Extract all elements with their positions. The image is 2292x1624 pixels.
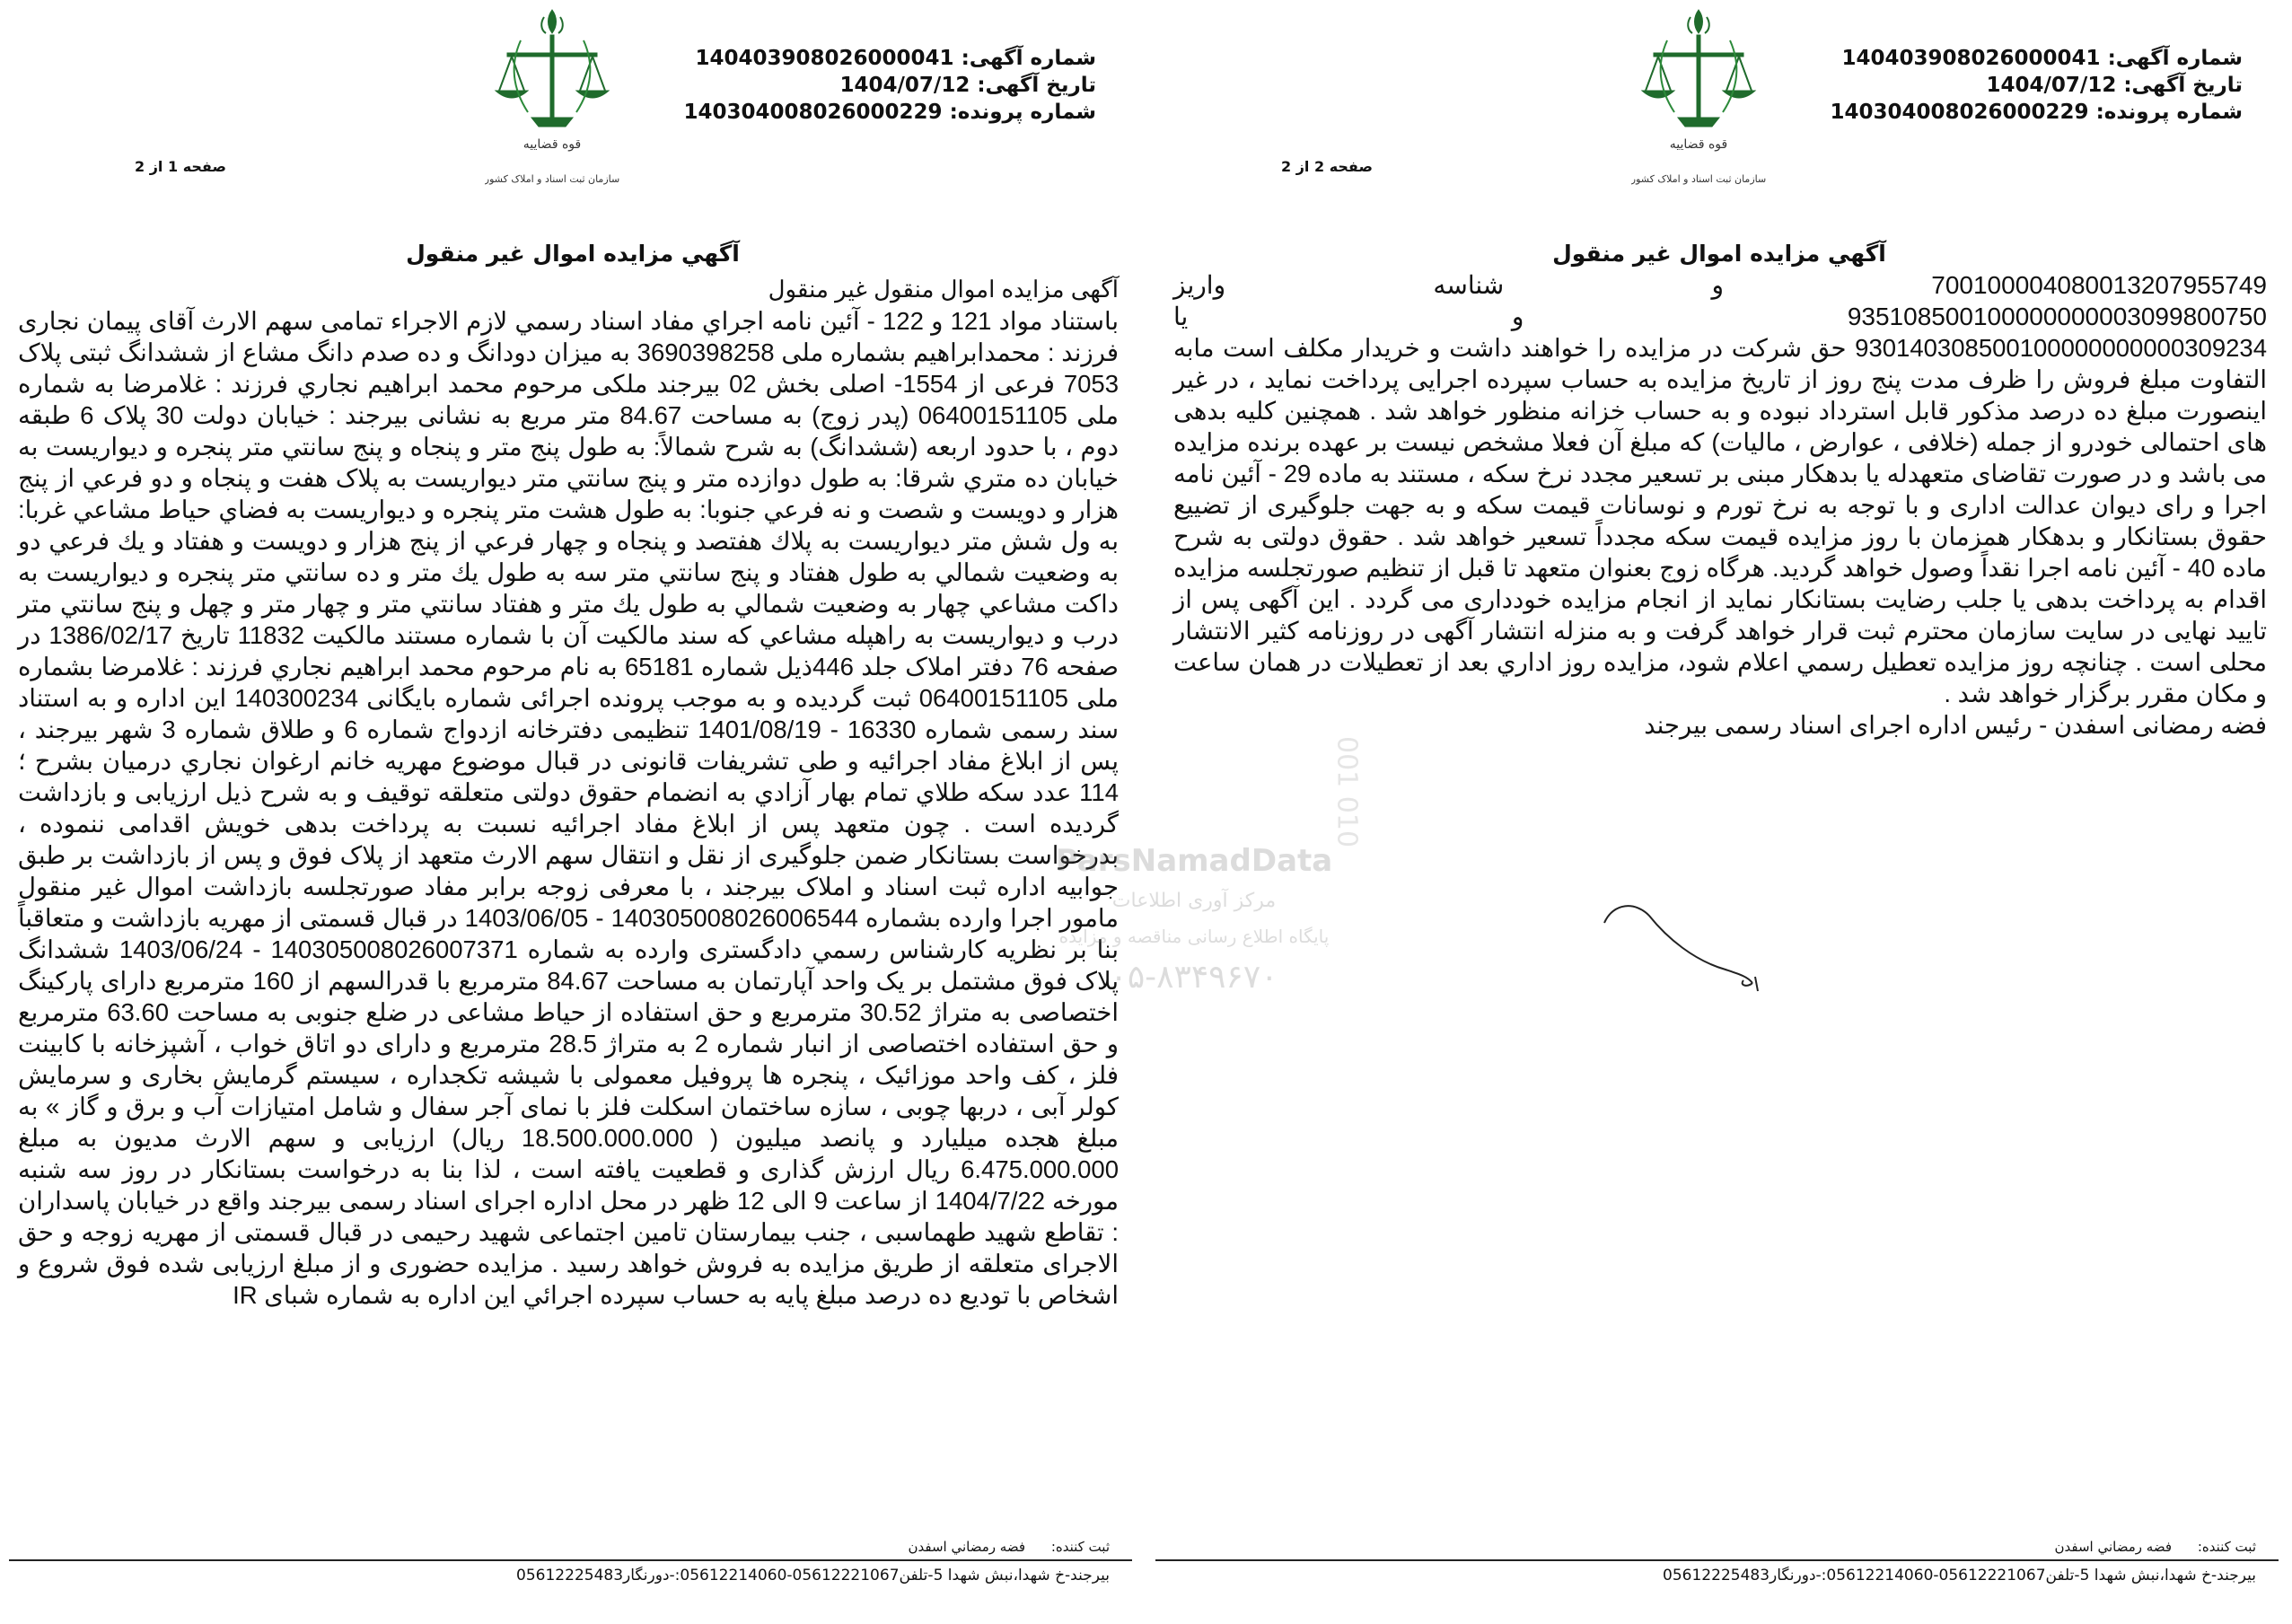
notice-body [18,274,1119,1311]
handwritten-signature [1595,898,1775,996]
notice-date-row [683,72,1096,99]
watermark-line1: مرکز آوری اطلاعات [1111,890,1277,912]
judiciary-emblem-icon [1631,4,1766,202]
notice-body [1173,269,2267,741]
registrar-name: فضه رمضاني اسفدن [908,1539,1026,1555]
notice-meta [1830,45,2243,126]
notice-date-label: تاریخ آگهی: [977,74,1096,97]
notice-body-continued: حق شرکت در مزایده را خواهند داشت و خریدار مکلف است مابه التفاوت مبلغ فروش را ظرف مدت پنج روز از تاریخ مزایده به حساب سپرده اجرایی پرداخت نماید ، در غیر اینصورت مبلغ ده درصد مذکور قابل استرداد نبوده و به حساب خزانه منظور خواهد شد . همچنین کلیه بدهی های احتمالی خودرو از جمله (خلافی ، عوارض ، مالیات) که مبلغ آن فعلا مشخص نیست بر عهده برنده مزایده می باشد و در صورت تقاضای متعهدله یا بدهکار مبنی بر تسعیر مجدد نرخ سکه ، مستند به ماده 29 - آئین نامه اجرا و رای دیوان عدالت اداری و با توجه به نرخ تورم و نوسانات قیمت سکه و به جهت جلوگیری از تضییع حقوق بستانکار و بدهکار همزمان با روز مزایده قیمت سکه مجدداً تسعیر خواهد شد . حقوق دولتی به شرح ماده 40 - آئین نامه اجرا نقداً وصول خواهد گردید. هرگاه زوج بعنوان متعهد تا قبل از تنظیم صورتجلسه مزایده اقدام به پرداخت بدهی یا جلب رضایت بستانکار نماید از انجام مزایده خودداری می گردد . این آگهی پس از تایید نهایی در سایت سازمان محترم ثبت قرار خواهد گرفت و به منزله انتشار آگهی در روزنامه کثیر الانتشار محلی است . چنانچه روز مزایده تعطیل رسمي اعلام شود، مزایده روز اداري بعد از تعطیلات در همان ساعت و مکان مقرر برگزار خواهد شد . [1173,334,2268,707]
emblem-caption-bottom: سازمان ثبت اسناد و املاک کشور [1631,173,1766,185]
notice-number-label: شماره آگهی: [2107,47,2243,70]
notice-title: آگهي مزايده اموال غير منقول [1552,241,1886,267]
shaba-id-label: شناسه [1433,271,1505,299]
office-contact: بیرجند-خ شهدا،نبش شهدا 5-تلفن05612221067-05612214060:-دورنگار05612225483 [516,1567,1110,1584]
footer-divider [1155,1559,2279,1561]
notice-date: 1404/07/12 [839,74,970,97]
notice-date-label: تاریخ آگهی: [2123,74,2243,97]
page-indicator: صفحه 2 از 2 [1281,158,1373,175]
registrar-label: ثبت کننده: [2197,1539,2256,1555]
emblem-caption-top: قوه قضاییه [523,137,582,152]
notice-number: 140403908026000041 [695,47,954,70]
emblem-caption-bottom: سازمان ثبت اسناد و املاک کشور [485,173,619,185]
notice-subtitle: آگهی مزایده اموال منقول غیر منقول [768,276,1119,303]
notice-date: 1404/07/12 [1986,74,2117,97]
watermark-digits: 001 010 [1330,736,1363,848]
registrar [2033,1539,2256,1555]
notice-number: 140403908026000041 [1841,47,2101,70]
watermark-brand: ParsNamadData [1055,843,1333,879]
watermark-phone: ۰۵-۸۳۴۹۶۷۰ [1110,959,1278,996]
case-number-label: شماره پرونده: [2095,101,2243,124]
shaba-number-3: 930140308500100000000000309234 [1855,334,2267,362]
notice-number-row [683,45,1096,72]
footer-divider [9,1559,1132,1561]
case-number: 140304008026000229 [683,101,943,124]
shaba-deposit-word: واریز [1173,271,1226,299]
notice-body-text [1173,332,2267,709]
case-number-label: شماره پرونده: [949,101,1096,124]
page-two [1146,0,2292,1624]
notice-number-label: شماره آگهی: [961,47,1096,70]
notice-number-row [1830,45,2243,72]
shaba-number-1: 700100004080013207955749 [1931,271,2267,299]
shaba-conj-2: و [1511,303,1524,330]
case-number: 140304008026000229 [1830,101,2089,124]
shaba-row-2 [1173,301,2267,332]
emblem-caption-top: قوه قضاییه [1669,137,1728,152]
case-number-row [1830,99,2243,126]
closing-signature-line: فضه رمضانی اسفدن - رئیس اداره اجرای اسناد رسمی بیرجند [1644,711,2267,739]
registrar [887,1539,1110,1555]
shaba-row-1 [1173,269,2267,301]
notice-meta [683,45,1096,126]
registrar-label: ثبت کننده: [1050,1539,1110,1555]
office-contact: بیرجند-خ شهدا،نبش شهدا 5-تلفن05612221067-05612214060:-دورنگار05612225483 [1663,1567,2256,1584]
shaba-conj-1: و [1711,271,1725,299]
registrar-name: فضه رمضاني اسفدن [2054,1539,2173,1555]
judiciary-emblem-icon [485,4,619,202]
shaba-or-word: یا [1173,303,1189,330]
notice-date-row [1830,72,2243,99]
shaba-number-2: 935108500100000000003099800750 [1847,303,2267,330]
notice-title: آگهي مزايده اموال غير منقول [406,241,740,267]
page-indicator: صفحه 1 از 2 [135,158,226,175]
notice-body-text: باستناد مواد 121 و 122 - آئين نامه اجراي مفاد اسناد رسمي لازم الاجراء تمامی سهم الارث آقای پیمان نجاری فرزند : محمدابراهیم بشماره ملی 3690398258 به میزان دودانگ و ده صدم دانگ مشاع از ششدانگ ثبتی پلاک 7053 فرعی از 1554- اصلی بخش 02 بیرجند ملکی مرحوم محمد ابراهیم نجاري فرزند : غلامرضا به شماره ملی 06400151105 (پدر زوج) به مساحت 84.67 متر مربع به نشانی بیرجند : خيابان دولت 30 پلاک 6 طبقه دوم ، با حدود اربعه (ششدانگ) به شرح شمالاً: به طول پنج متر و پنجاه و پنج سانتي متر پنجره و ديواريست به خيابان ده متري شرقا: به طول دوازده متر و پنج سانتي متر ديواريست به پلاک هفت و پنجاه و دو فرعي از پنج هزار و دويست و شصت و نه فرعي جنوبا: به طول هشت متر پنجره و ديواريست به فضاي حياط مشاعي غربا: به ول شش متر ديواريست به پلاك هفتصد و پنجاه و چهار فرعي از پنج هزار و دويست و هفتاد و يك فرعي دو به وضعيت شمالي به طول هفتاد و پنج سانتي متر سه به طول يك متر و ده سانتي متر پنجره و ديواريست به داكت مشاعي چهار به وضعيت شمالي به طول يك متر و هفتاد سانتي متر و چهار متر و چهل و پنج سانتي متر درب و ديواريست به راهپله مشاعي که سند مالکیت آن با شماره مستند مالکیت 11832 تاریخ 1386/02/17 در صفحه 76 دفتر املاک جلد 446ذیل شماره 65181 به نام مرحوم محمد ابراهيم نجاري فرزند : غلامرضا بشماره ملی 06400151105 ثبت گردیده و به موجب پرونده اجرائی شماره بایگانی 140300234 این اداره و به استناد سند رسمی شماره 16330 - 1401/08/19 تنظیمی دفترخانه ازدواج شماره 6 و طلاق شماره 3 شهر بیرجند ، پس از ابلاغ مفاد اجرائیه و طی تشریفات قانونی در قبال موضوع مهریه خانم ارغوان نجاري درمیان بشرح ؛ 114 عدد سکه طلاي تمام بهار آزادي به انضمام حقوق دولتی متعلقه توقیف و به شرح ذیل ارزیابی و بازداشت گردیده است . چون متعهد پس از ابلاغ مفاد اجرائیه نسبت به پرداخت بدهی خویش اقدامی ننموده ، بدرخواست بستانکار ضمن جلوگیری از نقل و انتقال سهم الارث متعهد از پلاک فوق و پس از بازداشت بر طبق جوابیه اداره ثبت اسناد و املاک بیرجند ، با معرفی زوجه برابر مفاد صورتجلسه بازداشت اموال غیر منقول مامور اجرا وارده بشماره 140305008026006544 - 1403/06/05 در قبال قسمتی از مهریه بازداشت و متعاقباً بنا بر نظریه کارشناس رسمي دادگستری وارده به شماره 140305008026007371 - 1403/06/24 ششدانگ پلاک فوق مشتمل بر یک واحد آپارتمان به مساحت 84.67 مترمربع با قدرالسهم از 160 مترمربع دارای پارکینگ اختصاصی به متراژ 30.52 مترمربع و حق استفاده از حیاط مشاعی در ضلع جنوبی به مساحت 63.60 مترمربع و حق استفاده اختصاصی از انبار شماره 2 به متراژ 28.5 مترمربع و دارای دو اتاق خواب ، آشپزخانه با کابینت فلز ، کف واحد موزائیک ، پنجره ها پروفیل معمولی با شیشه تکجداره ، سیستم گرمایش بخاری و سرمایش کولر آبی ، دربها چوبی ، سازه ساختمان اسکلت فلز با نمای آجر سفال و شامل امتیازات آب و برق و گاز » به مبلغ هجده میلیارد و پانصد میلیون ( 18.500.000.000 ریال) ارزیابی و سهم الارث مدیون به مبلغ 6.475.000.000 ریال ارزش گذاری و قطعیت یافته است ، لذا بنا به درخواست بستانکار در روز سه شنبه مورخه 1404/7/22 از ساعت 9 الی 12 ظهر در محل اداره اجرای اسناد رسمی بیرجند واقع در خیابان پاسداران : تقاطع شهید طهماسبی ، جنب بیمارستان تامین اجتماعی شهید رحیمی در قبال قسمتی از مهریه زوجه و حق الاجرای متعلقه از طریق مزایده به فروش خواهد رسید . مزایده حضوری و از مبلغ ارزیابی شده فوق شروع و اشخاص با تودیع ده درصد مبلغ پایه به حساب سپرده اجرائي این اداره به شماره شبای IR [18,307,1120,1309]
case-number-row [683,99,1096,126]
watermark-line2: پایگاه اطلاع رسانی مناقصه و مزایده [1058,926,1330,947]
